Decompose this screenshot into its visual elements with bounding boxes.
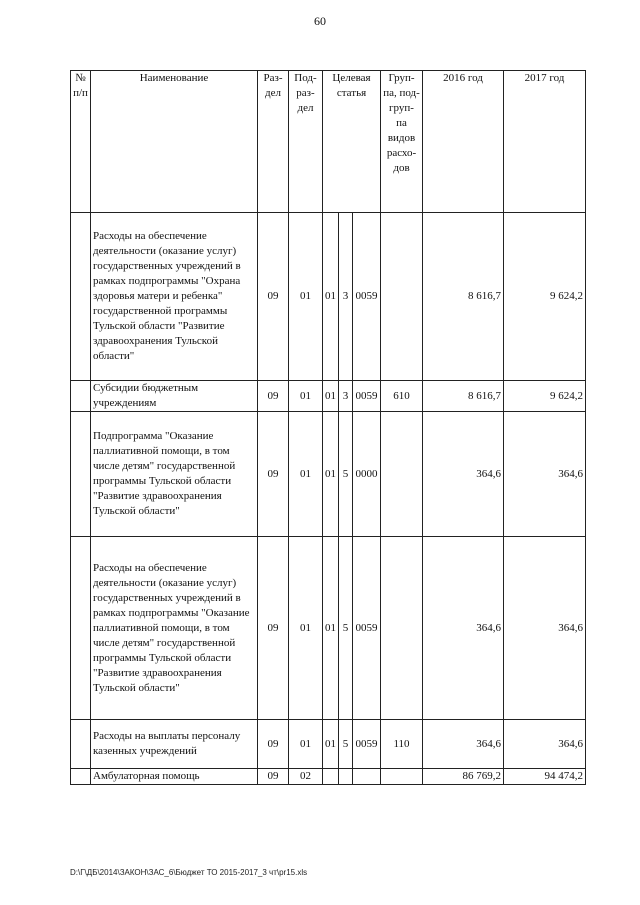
row-cs-program: 01 <box>323 537 339 720</box>
row-2017: 9 624,2 <box>504 381 586 412</box>
header-2016: 2016 год <box>423 71 504 213</box>
row-razdel: 09 <box>258 213 289 381</box>
row-cs-subprogram: 5 <box>339 720 353 769</box>
row-2017: 364,6 <box>504 412 586 537</box>
header-podrazdel: Под- раз- дел <box>289 71 323 213</box>
row-cs-program: 01 <box>323 213 339 381</box>
row-podrazdel: 01 <box>289 381 323 412</box>
row-cs-direction <box>353 769 381 785</box>
row-razdel: 09 <box>258 769 289 785</box>
row-razdel: 09 <box>258 537 289 720</box>
row-cs-subprogram: 5 <box>339 537 353 720</box>
table-header-row <box>71 71 586 213</box>
row-group <box>381 412 423 537</box>
row-2017: 364,6 <box>504 537 586 720</box>
table-row <box>71 720 586 769</box>
table-row <box>71 213 586 381</box>
row-2017: 94 474,2 <box>504 769 586 785</box>
table-row <box>71 537 586 720</box>
row-cs-direction: 0059 <box>353 720 381 769</box>
header-razdel: Раз- дел <box>258 71 289 213</box>
row-podrazdel: 01 <box>289 213 323 381</box>
row-cs-subprogram: 5 <box>339 412 353 537</box>
row-razdel: 09 <box>258 381 289 412</box>
budget-table <box>70 70 586 785</box>
table-row <box>71 412 586 537</box>
row-2016: 364,6 <box>423 412 504 537</box>
row-group <box>381 537 423 720</box>
row-cs-direction: 0059 <box>353 537 381 720</box>
row-cs-direction: 0059 <box>353 381 381 412</box>
row-podrazdel: 01 <box>289 537 323 720</box>
row-cs-program: 01 <box>323 412 339 537</box>
row-cs-direction: 0000 <box>353 412 381 537</box>
file-path-footer: D:\Г\ДБ\2014\ЗАКОН\ЗАС_6\Бюджет ТО 2015-2017_3 чт\pr15.xls <box>70 868 308 877</box>
row-2016: 364,6 <box>423 537 504 720</box>
row-group <box>381 213 423 381</box>
header-target-article: Целевая статья <box>323 71 381 213</box>
row-podrazdel: 01 <box>289 720 323 769</box>
row-name: Расходы на обеспечение деятельности (оказание услуг) государственных учреждений в рамках подпрограммы "Охрана здоровья матери и ребенка" государственной программы Тульской области "Развитие здравоохранения Тульской области" <box>91 213 258 381</box>
row-cs-direction: 0059 <box>353 213 381 381</box>
row-name: Амбулаторная помощь <box>91 769 258 785</box>
header-expense-group: Груп- па, под- груп- па видов расхо- дов <box>381 71 423 213</box>
row-name: Субсидии бюджетным учреждениям <box>91 381 258 412</box>
page-number: 60 <box>314 14 326 28</box>
row-2017: 9 624,2 <box>504 213 586 381</box>
row-name: Расходы на обеспечение деятельности (оказание услуг) государственных учреждений в рамках подпрограммы "Оказание паллиативной помощи, в том числе детям" государственной программы Тульской области "Развитие здравоохранения Тульской области" <box>91 537 258 720</box>
table-row <box>71 381 586 412</box>
row-razdel: 09 <box>258 720 289 769</box>
row-cs-subprogram <box>339 769 353 785</box>
row-2017: 364,6 <box>504 720 586 769</box>
row-name: Расходы на выплаты персоналу казенных учреждений <box>91 720 258 769</box>
row-2016: 8 616,7 <box>423 381 504 412</box>
row-name: Подпрограмма "Оказание паллиативной помощи, в том числе детям" государственной программы Тульской области "Развитие здравоохранения Тульской области" <box>91 412 258 537</box>
row-cs-subprogram: 3 <box>339 213 353 381</box>
header-2017: 2017 год <box>504 71 586 213</box>
row-group: 610 <box>381 381 423 412</box>
row-cs-program: 01 <box>323 381 339 412</box>
row-2016: 86 769,2 <box>423 769 504 785</box>
row-2016: 8 616,7 <box>423 213 504 381</box>
row-2016: 364,6 <box>423 720 504 769</box>
row-group <box>381 769 423 785</box>
row-cs-program: 01 <box>323 720 339 769</box>
row-podrazdel: 02 <box>289 769 323 785</box>
row-group: 110 <box>381 720 423 769</box>
header-name: Наименование <box>91 71 258 213</box>
row-cs-subprogram: 3 <box>339 381 353 412</box>
header-num: № п/п <box>71 71 91 213</box>
row-razdel: 09 <box>258 412 289 537</box>
row-podrazdel: 01 <box>289 412 323 537</box>
table-row <box>71 769 586 785</box>
row-cs-program <box>323 769 339 785</box>
